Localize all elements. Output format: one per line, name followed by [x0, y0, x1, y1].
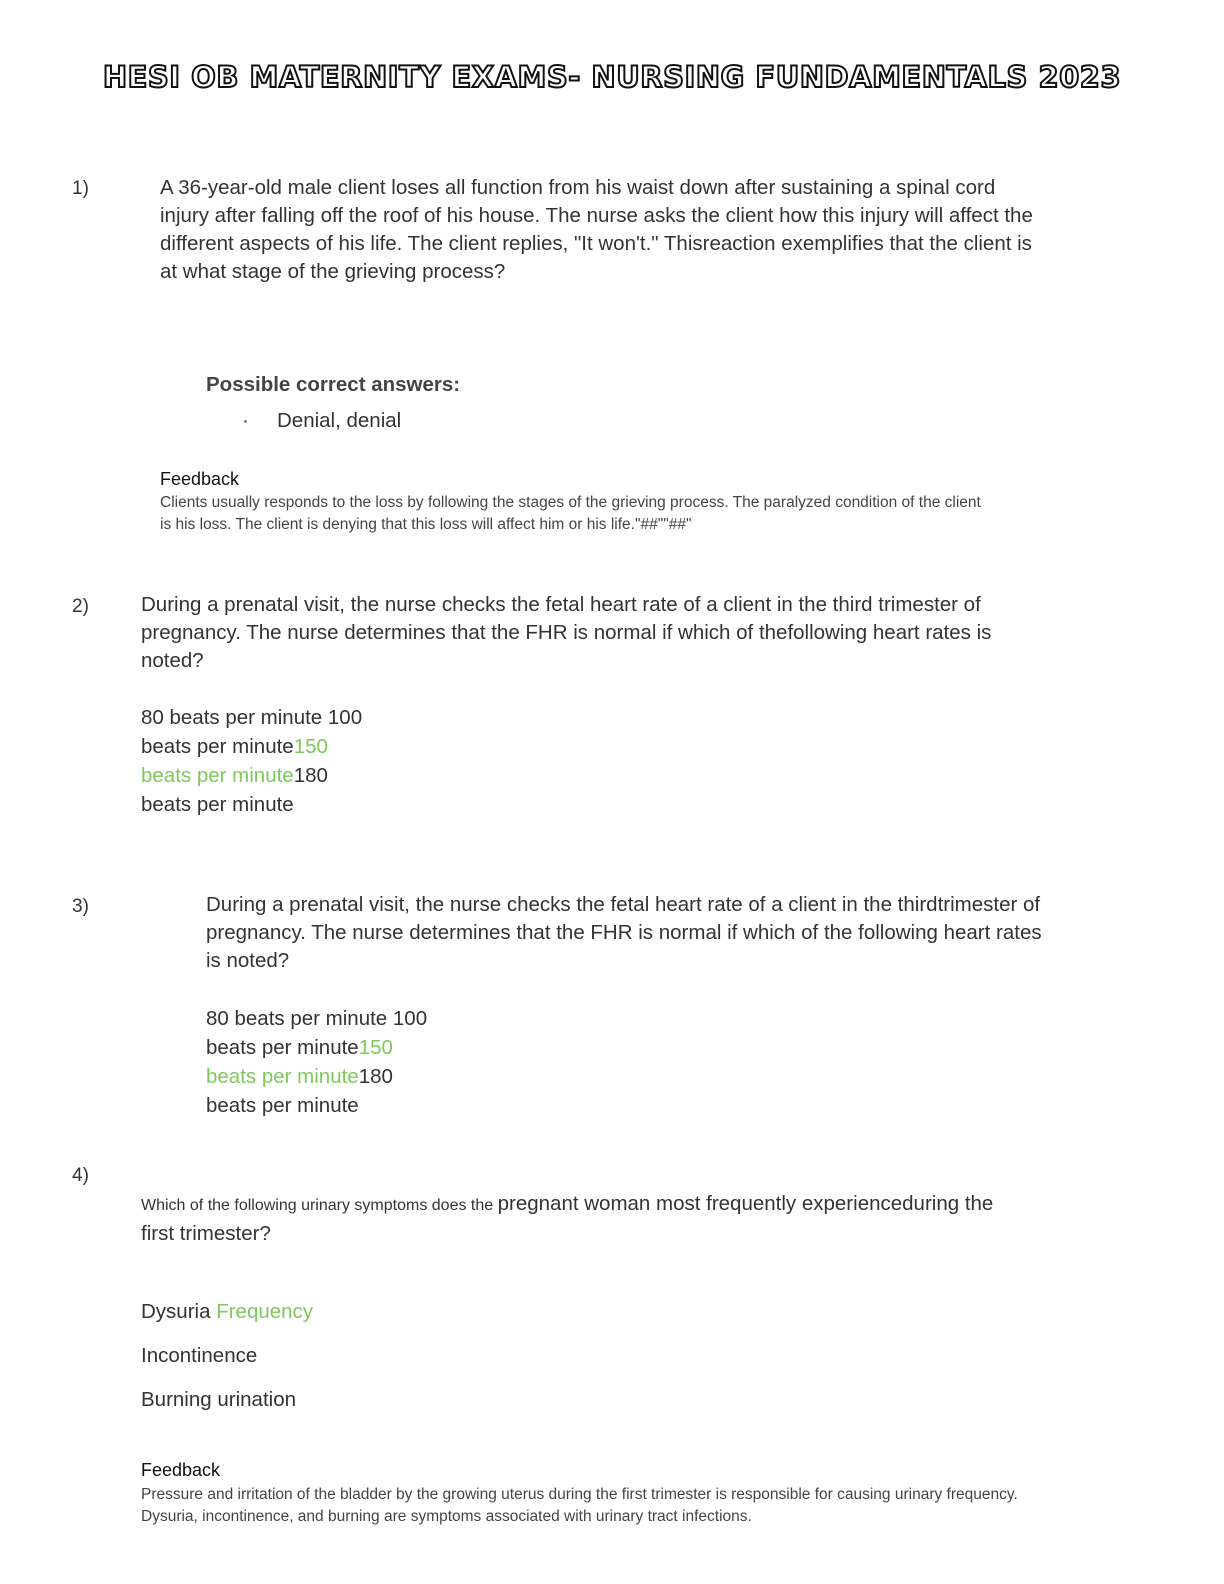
- bullet: ·: [242, 409, 249, 432]
- option-line: beats per minute: [141, 793, 294, 816]
- feedback-line: is his loss. The client is denying that this loss will affect him or his life."##""##": [160, 516, 692, 533]
- option-line: 80 beats per minute 100: [141, 706, 363, 729]
- option-text: 180: [293, 764, 328, 787]
- question-text: [160, 174, 1033, 286]
- feedback-label: Feedback: [160, 469, 240, 489]
- option-burning-urination: Burning urination: [141, 1388, 296, 1411]
- question-number: 2): [72, 596, 89, 617]
- question-line: pregnancy. The nurse determines that the FHR is normal if which of the following heart rates: [206, 921, 1042, 944]
- question-line: first trimester?: [141, 1222, 271, 1245]
- question-line: pregnancy. The nurse determines that the FHR is normal if which of thefollowing heart rates is: [141, 621, 992, 644]
- question-segment: pregnant woman most frequently experienceduring the: [497, 1192, 994, 1215]
- option-incontinence: Incontinence: [141, 1344, 258, 1367]
- answer-options: [141, 703, 362, 819]
- correct-option: 150: [293, 735, 328, 758]
- option-line: beats per minute: [206, 1094, 359, 1117]
- answer-options: [206, 1004, 427, 1120]
- feedback-line: Dysuria, incontinence, and burning are symptoms associated with urinary tract infections.: [141, 1508, 752, 1525]
- question-text: [141, 591, 991, 675]
- question-number: 3): [72, 896, 89, 917]
- feedback-text: [160, 492, 981, 536]
- option-text: beats per minute: [141, 735, 294, 758]
- correct-option: beats per minute: [141, 764, 294, 787]
- question-line: injury after falling off the roof of his house. The nurse asks the client how this injury will affect the: [160, 204, 1033, 227]
- question-text: [206, 891, 1042, 975]
- feedback-label: Feedback: [141, 1460, 221, 1480]
- option-dysuria: Dysuria: [141, 1300, 211, 1323]
- question-line: During a prenatal visit, the nurse checks the fetal heart rate of a client in the third trimester of: [141, 593, 981, 616]
- option-line: 80 beats per minute 100: [206, 1007, 428, 1030]
- question-line: During a prenatal visit, the nurse checks the fetal heart rate of a client in the thirdtrimester of: [206, 893, 1041, 916]
- question-line: at what stage of the grieving process?: [160, 260, 506, 283]
- question-line: noted?: [141, 649, 204, 672]
- question-line: A 36-year-old male client loses all function from his waist down after sustaining a spinal cord: [160, 176, 996, 199]
- document-title: HESI OB MATERNITY EXAMS- NURSING FUNDAMENTALS 2023: [102, 60, 1122, 94]
- feedback-text: [141, 1484, 1018, 1528]
- question-number: 1): [72, 178, 89, 199]
- question-line: different aspects of his life. The client replies, "It won't." Thisreaction exemplifies that the client is: [160, 232, 1032, 255]
- feedback-line: Pressure and irritation of the bladder by the growing uterus during the first trimester is responsible for causing urinary frequency.: [141, 1486, 1018, 1503]
- question-segment: Which of the following urinary symptoms does the: [141, 1197, 498, 1214]
- correct-answer: Denial, denial: [277, 409, 402, 432]
- option-text: beats per minute: [206, 1036, 359, 1059]
- question-text: [141, 1190, 993, 1248]
- possible-answers-label: Possible correct answers:: [206, 373, 461, 396]
- question-line: is noted?: [206, 949, 290, 972]
- correct-option-frequency: Frequency: [216, 1300, 314, 1323]
- correct-option: 150: [358, 1036, 393, 1059]
- option-text: 180: [358, 1065, 393, 1088]
- feedback-line: Clients usually responds to the loss by following the stages of the grieving process. The paralyzed condition of the client: [160, 494, 981, 511]
- question-number: 4): [72, 1165, 89, 1186]
- correct-option: beats per minute: [206, 1065, 359, 1088]
